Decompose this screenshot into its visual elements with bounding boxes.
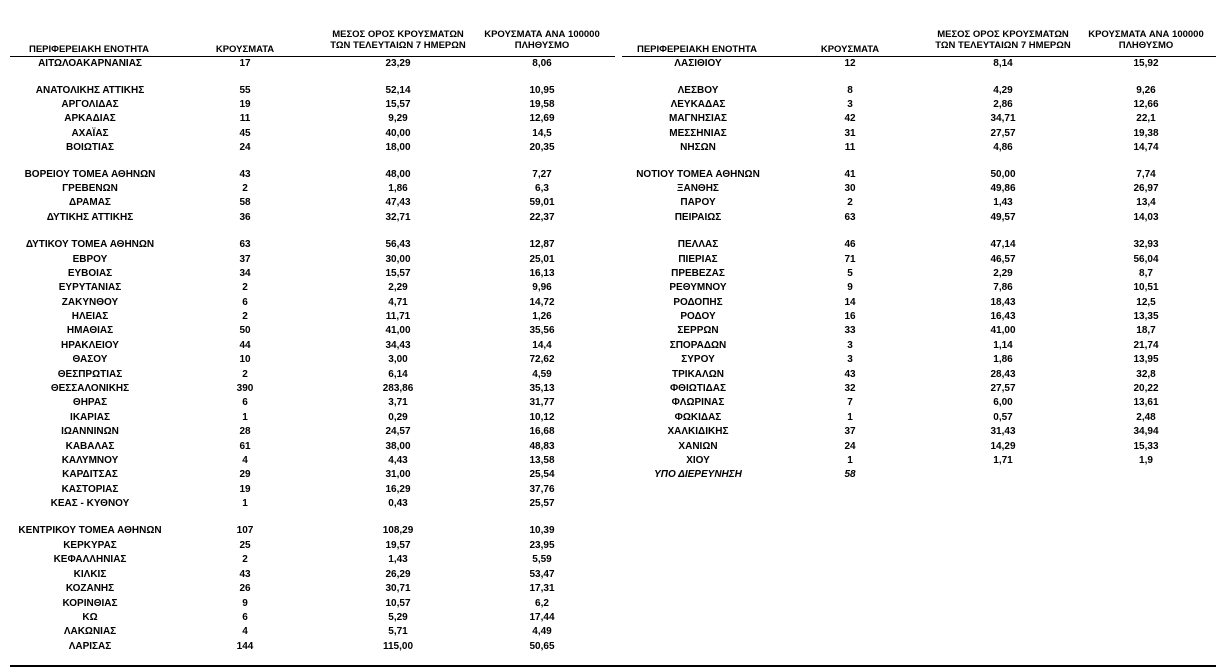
- cell-per: 18,7: [1136, 325, 1156, 336]
- cell-name: ΔΥΤΙΚΟΥ ΤΟΜΕΑ ΑΘΗΝΩΝ: [25, 239, 155, 250]
- cell-name: ΛΕΥΚΑΔΑΣ: [670, 99, 726, 110]
- cell-per: 72,62: [529, 354, 555, 365]
- cell-cases: 37: [844, 426, 856, 437]
- cell-name: ΘΑΣΟΥ: [72, 354, 108, 365]
- cell-per: 21,74: [1133, 340, 1159, 351]
- cell-cases: 9: [242, 598, 248, 609]
- cell-per: 37,76: [529, 484, 555, 495]
- cell-per: 10,51: [1133, 282, 1159, 293]
- cell-name: ΞΑΝΘΗΣ: [677, 183, 719, 194]
- cell-avg: 2,29: [388, 282, 408, 293]
- cell-avg: 30,00: [385, 254, 411, 265]
- cell-name: ΑΝΑΤΟΛΙΚΗΣ ΑΤΤΙΚΗΣ: [35, 85, 145, 96]
- cell-name: ΠΕΛΛΑΣ: [677, 239, 719, 250]
- left-header-cases: ΚΡΟΥΣΜΑΤΑ: [215, 44, 275, 55]
- cell-cases: 14: [844, 297, 856, 308]
- right-header-per100k: ΚΡΟΥΣΜΑΤΑ ΑΝΑ 100000 ΠΛΗΘΥΣΜΟ: [1088, 29, 1204, 51]
- cell-cases: 37: [239, 254, 251, 265]
- cell-cases: 9: [847, 282, 853, 293]
- cell-per: 15,92: [1133, 58, 1159, 69]
- cell-per: 1,9: [1139, 455, 1153, 466]
- cell-avg: 2,86: [993, 99, 1013, 110]
- cell-cases: 2: [242, 282, 248, 293]
- cell-avg: 28,43: [990, 369, 1016, 380]
- cell-per: 25,57: [529, 498, 555, 509]
- cell-avg: 30,71: [385, 583, 411, 594]
- cell-name: ΚΩ: [82, 612, 98, 623]
- cell-cases: 7: [847, 397, 853, 408]
- cell-per: 20,35: [529, 142, 555, 153]
- cell-name: ΣΕΡΡΩΝ: [677, 325, 719, 336]
- cell-avg: 14,29: [990, 441, 1016, 452]
- cell-avg: 9,29: [388, 113, 408, 124]
- cell-name: ΕΥΒΟΙΑΣ: [67, 268, 113, 279]
- cell-cases: 25: [239, 540, 251, 551]
- cell-name: ΗΛΕΙΑΣ: [71, 311, 109, 322]
- cell-per: 8,06: [532, 58, 552, 69]
- cell-per: 22,37: [529, 212, 555, 223]
- cell-avg: 8,14: [993, 58, 1013, 69]
- cell-cases: 8: [847, 85, 853, 96]
- cell-per: 15,33: [1133, 441, 1159, 452]
- cell-per: 4,49: [532, 626, 552, 637]
- cell-avg: 0,57: [993, 412, 1013, 423]
- cell-avg: 2,29: [993, 268, 1013, 279]
- cell-avg: 46,57: [990, 254, 1016, 265]
- table-bottom-border: [10, 665, 1216, 667]
- cell-cases: 46: [844, 239, 856, 250]
- cell-name: ΛΑΣΙΘΙΟΥ: [674, 58, 722, 69]
- cell-avg: 3,00: [388, 354, 408, 365]
- cell-cases: 10: [239, 354, 251, 365]
- cell-name: ΧΑΝΙΩΝ: [678, 441, 718, 452]
- cell-name: ΚΑΛΥΜΝΟΥ: [61, 455, 119, 466]
- cell-name: ΠΡΕΒΕΖΑΣ: [671, 268, 725, 279]
- cell-cases: 32: [844, 383, 856, 394]
- cell-avg: 15,57: [385, 99, 411, 110]
- cell-per: 2,48: [1136, 412, 1156, 423]
- cell-name: ΕΒΡΟΥ: [72, 254, 108, 265]
- cell-name: ΦΩΚΙΔΑΣ: [674, 412, 722, 423]
- cell-avg: 1,43: [993, 197, 1013, 208]
- cell-avg: 56,43: [385, 239, 411, 250]
- left-header-per100k: ΚΡΟΥΣΜΑΤΑ ΑΝΑ 100000 ΠΛΗΘΥΣΜΟ: [484, 29, 600, 51]
- cell-avg: 19,57: [385, 540, 411, 551]
- cell-name: ΔΥΤΙΚΗΣ ΑΤΤΙΚΗΣ: [46, 212, 134, 223]
- cell-cases: 2: [242, 311, 248, 322]
- cell-name: ΧΙΟΥ: [686, 455, 710, 466]
- cell-per: 9,96: [532, 282, 552, 293]
- right-header-avg7: ΜΕΣΟΣ ΟΡΟΣ ΚΡΟΥΣΜΑΤΩΝ ΤΩΝ ΤΕΛΕΥΤΑΙΩΝ 7 ΗΜΕΡΩΝ: [935, 29, 1071, 51]
- cell-name: ΝΗΣΩΝ: [680, 142, 716, 153]
- cell-per: 14,5: [532, 128, 552, 139]
- cell-avg: 7,86: [993, 282, 1013, 293]
- cell-per: 31,77: [529, 397, 555, 408]
- cell-avg: 283,86: [382, 383, 414, 394]
- cell-name: ΧΑΛΚΙΔΙΚΗΣ: [667, 426, 729, 437]
- cell-per: 7,74: [1136, 169, 1156, 180]
- cell-name: ΑΡΚΑΔΙΑΣ: [64, 113, 116, 124]
- cell-cases: 17: [239, 58, 251, 69]
- cell-name: ΚΑΣΤΟΡΙΑΣ: [61, 484, 119, 495]
- cell-name: ΜΑΓΝΗΣΙΑΣ: [668, 113, 727, 124]
- cell-per: 19,58: [529, 99, 555, 110]
- cell-avg: 4,71: [388, 297, 408, 308]
- cell-per: 6,2: [535, 598, 549, 609]
- cell-cases: 24: [844, 441, 856, 452]
- cell-cases: 390: [236, 383, 254, 394]
- cell-name: ΣΥΡΟΥ: [681, 354, 715, 365]
- cell-avg: 47,43: [385, 197, 411, 208]
- cell-name: ΠΑΡΟΥ: [680, 197, 716, 208]
- cell-per: 50,65: [529, 641, 555, 652]
- cell-name: ΣΠΟΡΑΔΩΝ: [669, 340, 727, 351]
- cell-per: 59,01: [529, 197, 555, 208]
- cell-name: ΡΟΔΟΠΗΣ: [673, 297, 723, 308]
- cell-name: ΠΕΙΡΑΙΩΣ: [674, 212, 722, 223]
- cell-cases: 4: [242, 626, 248, 637]
- cell-cases: 1: [242, 412, 248, 423]
- cell-avg: 31,00: [385, 469, 411, 480]
- cell-name: ΙΩΑΝΝΙΝΩΝ: [61, 426, 119, 437]
- cell-cases: 6: [242, 297, 248, 308]
- cell-per: 5,59: [532, 554, 552, 565]
- cell-avg: 41,00: [385, 325, 411, 336]
- cell-cases: 26: [239, 583, 251, 594]
- cell-per: 35,56: [529, 325, 555, 336]
- cell-cases: 29: [239, 469, 251, 480]
- cell-avg: 1,71: [993, 455, 1013, 466]
- cell-per: 12,66: [1133, 99, 1159, 110]
- cell-cases: 55: [239, 85, 251, 96]
- cell-per: 19,38: [1133, 128, 1159, 139]
- cell-avg: 0,43: [388, 498, 408, 509]
- cell-cases: 3: [847, 99, 853, 110]
- cell-avg: 5,71: [388, 626, 408, 637]
- cell-cases: 63: [844, 212, 856, 223]
- cell-name: ΕΥΡΥΤΑΝΙΑΣ: [58, 282, 122, 293]
- cell-avg: 6,14: [388, 369, 408, 380]
- cell-avg: 16,43: [990, 311, 1016, 322]
- cell-name: ΒΟΙΩΤΙΑΣ: [66, 142, 114, 153]
- cell-avg: 49,86: [990, 183, 1016, 194]
- cell-name: ΡΕΘΥΜΝΟΥ: [669, 282, 727, 293]
- cell-name: ΙΚΑΡΙΑΣ: [70, 412, 110, 423]
- cell-name: ΚΕΝΤΡΙΚΟΥ ΤΟΜΕΑ ΑΘΗΝΩΝ: [18, 525, 162, 536]
- cell-name: ΚΕΦΑΛΛΗΝΙΑΣ: [53, 554, 127, 565]
- cell-per: 32,93: [1133, 239, 1159, 250]
- cell-cases: 63: [239, 239, 251, 250]
- cell-avg: 50,00: [990, 169, 1016, 180]
- cell-per: 35,13: [529, 383, 555, 394]
- cell-per: 53,47: [529, 569, 555, 580]
- cell-name: ΚΑΡΔΙΤΣΑΣ: [62, 469, 118, 480]
- cell-name: ΚΟΡΙΝΘΙΑΣ: [62, 598, 118, 609]
- cell-per: 20,22: [1133, 383, 1159, 394]
- cell-name: ΦΛΩΡΙΝΑΣ: [671, 397, 725, 408]
- cell-cases: 43: [239, 569, 251, 580]
- cell-per: 1,26: [532, 311, 552, 322]
- cell-avg: 16,29: [385, 484, 411, 495]
- cell-avg: 108,29: [382, 525, 414, 536]
- cell-avg: 24,57: [385, 426, 411, 437]
- cell-cases: 16: [844, 311, 856, 322]
- cell-cases: 34: [239, 268, 251, 279]
- cell-cases: 144: [236, 641, 254, 652]
- cell-per: 34,94: [1133, 426, 1159, 437]
- cell-per: 14,4: [532, 340, 552, 351]
- cell-per: 25,54: [529, 469, 555, 480]
- cell-avg: 1,86: [993, 354, 1013, 365]
- cell-cases: 24: [239, 142, 251, 153]
- cell-cases: 6: [242, 397, 248, 408]
- cell-avg: 40,00: [385, 128, 411, 139]
- cell-cases: 58: [844, 469, 856, 480]
- cell-name: ΔΡΑΜΑΣ: [69, 197, 111, 208]
- cell-per: 13,35: [1133, 311, 1159, 322]
- cell-avg: 6,00: [993, 397, 1013, 408]
- cell-avg: 48,00: [385, 169, 411, 180]
- cell-cases: 19: [239, 99, 251, 110]
- cell-avg: 0,29: [388, 412, 408, 423]
- cell-name: ΚΕΡΚΥΡΑΣ: [63, 540, 117, 551]
- cell-name: ΖΑΚΥΝΘΟΥ: [61, 297, 119, 308]
- cell-per: 8,7: [1139, 268, 1153, 279]
- cell-cases: 3: [847, 340, 853, 351]
- cell-avg: 31,43: [990, 426, 1016, 437]
- cell-per: 12,69: [529, 113, 555, 124]
- cell-name: ΚΙΛΚΙΣ: [73, 569, 107, 580]
- cell-cases: 1: [242, 498, 248, 509]
- cell-name: ΛΑΡΙΣΑΣ: [68, 641, 112, 652]
- cell-avg: 18,43: [990, 297, 1016, 308]
- cell-per: 16,68: [529, 426, 555, 437]
- cell-cases: 6: [242, 612, 248, 623]
- cell-per: 32,8: [1136, 369, 1156, 380]
- cell-cases: 2: [242, 554, 248, 565]
- cell-name: ΦΘΙΩΤΙΔΑΣ: [669, 383, 727, 394]
- cell-per: 14,72: [529, 297, 555, 308]
- cell-per: 7,27: [532, 169, 552, 180]
- cell-cases: 2: [847, 197, 853, 208]
- cell-per: 13,61: [1133, 397, 1159, 408]
- cell-avg: 47,14: [990, 239, 1016, 250]
- cell-avg: 27,57: [990, 128, 1016, 139]
- left-header-region: ΠΕΡΙΦΕΡΕΙΑΚΗ ΕΝΟΤΗΤΑ: [28, 44, 150, 55]
- cell-name: ΒΟΡΕΙΟΥ ΤΟΜΕΑ ΑΘΗΝΩΝ: [24, 169, 156, 180]
- cell-per: 6,3: [535, 183, 549, 194]
- cell-cases: 43: [844, 369, 856, 380]
- cell-per: 17,44: [529, 612, 555, 623]
- cell-per: 10,95: [529, 85, 555, 96]
- cell-avg: 27,57: [990, 383, 1016, 394]
- cell-cases: 43: [239, 169, 251, 180]
- cell-per: 56,04: [1133, 254, 1159, 265]
- cell-avg: 11,71: [385, 311, 411, 322]
- cell-avg: 49,57: [990, 212, 1016, 223]
- cell-per: 14,03: [1133, 212, 1159, 223]
- cell-avg: 1,86: [388, 183, 408, 194]
- cell-per: 16,13: [529, 268, 555, 279]
- cell-name: ΗΡΑΚΛΕΙΟΥ: [61, 340, 119, 351]
- cell-name: ΓΡΕΒΕΝΩΝ: [62, 183, 118, 194]
- cell-per: 26,97: [1133, 183, 1159, 194]
- cell-per: 25,01: [529, 254, 555, 265]
- cell-name: ΡΟΔΟΥ: [680, 311, 716, 322]
- cell-per: 14,74: [1133, 142, 1159, 153]
- cell-per: 12,87: [529, 239, 555, 250]
- cell-cases: 58: [239, 197, 251, 208]
- cell-avg: 3,71: [388, 397, 408, 408]
- cell-name: ΝΟΤΙΟΥ ΤΟΜΕΑ ΑΘΗΝΩΝ: [636, 169, 760, 180]
- cell-avg: 5,29: [388, 612, 408, 623]
- cell-name: ΜΕΣΣΗΝΙΑΣ: [669, 128, 727, 139]
- cell-avg: 34,71: [990, 113, 1016, 124]
- cell-name: ΗΜΑΘΙΑΣ: [66, 325, 114, 336]
- cell-per: 22,1: [1136, 113, 1156, 124]
- cell-per: 12,5: [1136, 297, 1156, 308]
- right-header-cases: ΚΡΟΥΣΜΑΤΑ: [820, 44, 880, 55]
- cell-per: 17,31: [529, 583, 555, 594]
- cell-per: 10,12: [529, 412, 555, 423]
- cell-avg: 4,43: [388, 455, 408, 466]
- cell-avg: 15,57: [385, 268, 411, 279]
- cell-avg: 26,29: [385, 569, 411, 580]
- cell-name: ΚΕΑΣ - ΚΥΘΝΟΥ: [50, 498, 130, 509]
- cell-name: ΛΑΚΩΝΙΑΣ: [63, 626, 117, 637]
- cell-cases: 5: [847, 268, 853, 279]
- cell-cases: 19: [239, 484, 251, 495]
- cell-name: ΥΠΟ ΔΙΕΡΕΥΝΗΣΗ: [654, 469, 742, 480]
- cell-cases: 1: [847, 412, 853, 423]
- cell-cases: 107: [236, 525, 254, 536]
- cell-name: ΑΡΓΟΛΙΔΑΣ: [61, 99, 119, 110]
- cell-cases: 31: [844, 128, 856, 139]
- cell-cases: 61: [239, 441, 251, 452]
- cell-cases: 50: [239, 325, 251, 336]
- cell-cases: 42: [844, 113, 856, 124]
- cell-avg: 4,29: [993, 85, 1013, 96]
- cell-cases: 44: [239, 340, 251, 351]
- cell-cases: 2: [242, 369, 248, 380]
- cell-name: ΑΙΤΩΛΟΑΚΑΡΝΑΝΙΑΣ: [38, 58, 142, 69]
- cell-name: ΚΟΖΑΝΗΣ: [65, 583, 115, 594]
- cell-name: ΑΧΑΪΑΣ: [71, 128, 109, 139]
- cell-name: ΚΑΒΑΛΑΣ: [65, 441, 115, 452]
- cell-name: ΘΕΣΠΡΩΤΙΑΣ: [57, 369, 123, 380]
- cell-avg: 38,00: [385, 441, 411, 452]
- cell-name: ΘΗΡΑΣ: [72, 397, 108, 408]
- cell-cases: 4: [242, 455, 248, 466]
- cell-cases: 12: [844, 58, 856, 69]
- cell-per: 13,4: [1136, 197, 1156, 208]
- cell-name: ΠΙΕΡΙΑΣ: [678, 254, 718, 265]
- cell-per: 9,26: [1136, 85, 1156, 96]
- cell-cases: 3: [847, 354, 853, 365]
- cell-avg: 52,14: [385, 85, 411, 96]
- cell-name: ΤΡΙΚΑΛΩΝ: [672, 369, 724, 380]
- cell-avg: 34,43: [385, 340, 411, 351]
- cell-avg: 4,86: [993, 142, 1013, 153]
- cell-name: ΘΕΣΣΑΛΟΝΙΚΗΣ: [50, 383, 130, 394]
- cell-avg: 41,00: [990, 325, 1016, 336]
- cell-avg: 23,29: [385, 58, 411, 69]
- cell-avg: 10,57: [385, 598, 411, 609]
- cell-name: ΛΕΣΒΟΥ: [677, 85, 719, 96]
- cell-per: 13,58: [529, 455, 555, 466]
- cell-per: 13,95: [1133, 354, 1159, 365]
- cell-cases: 45: [239, 128, 251, 139]
- cell-cases: 2: [242, 183, 248, 194]
- cell-avg: 32,71: [385, 212, 411, 223]
- cell-cases: 33: [844, 325, 856, 336]
- cell-per: 23,95: [529, 540, 555, 551]
- cell-cases: 1: [847, 455, 853, 466]
- cell-avg: 18,00: [385, 142, 411, 153]
- cell-avg: 115,00: [382, 641, 414, 652]
- right-header-region: ΠΕΡΙΦΕΡΕΙΑΚΗ ΕΝΟΤΗΤΑ: [636, 44, 758, 55]
- cell-avg: 1,14: [993, 340, 1013, 351]
- cell-avg: 1,43: [388, 554, 408, 565]
- cell-cases: 71: [844, 254, 856, 265]
- cell-per: 10,39: [529, 525, 555, 536]
- left-header-avg7: ΜΕΣΟΣ ΟΡΟΣ ΚΡΟΥΣΜΑΤΩΝ ΤΩΝ ΤΕΛΕΥΤΑΙΩΝ 7 ΗΜΕΡΩΝ: [330, 29, 466, 51]
- cell-cases: 11: [844, 142, 856, 153]
- cell-cases: 28: [239, 426, 251, 437]
- cell-cases: 11: [239, 113, 251, 124]
- cell-cases: 41: [844, 169, 856, 180]
- cell-cases: 36: [239, 212, 251, 223]
- cell-per: 4,59: [532, 369, 552, 380]
- cell-per: 48,83: [529, 441, 555, 452]
- cell-cases: 30: [844, 183, 856, 194]
